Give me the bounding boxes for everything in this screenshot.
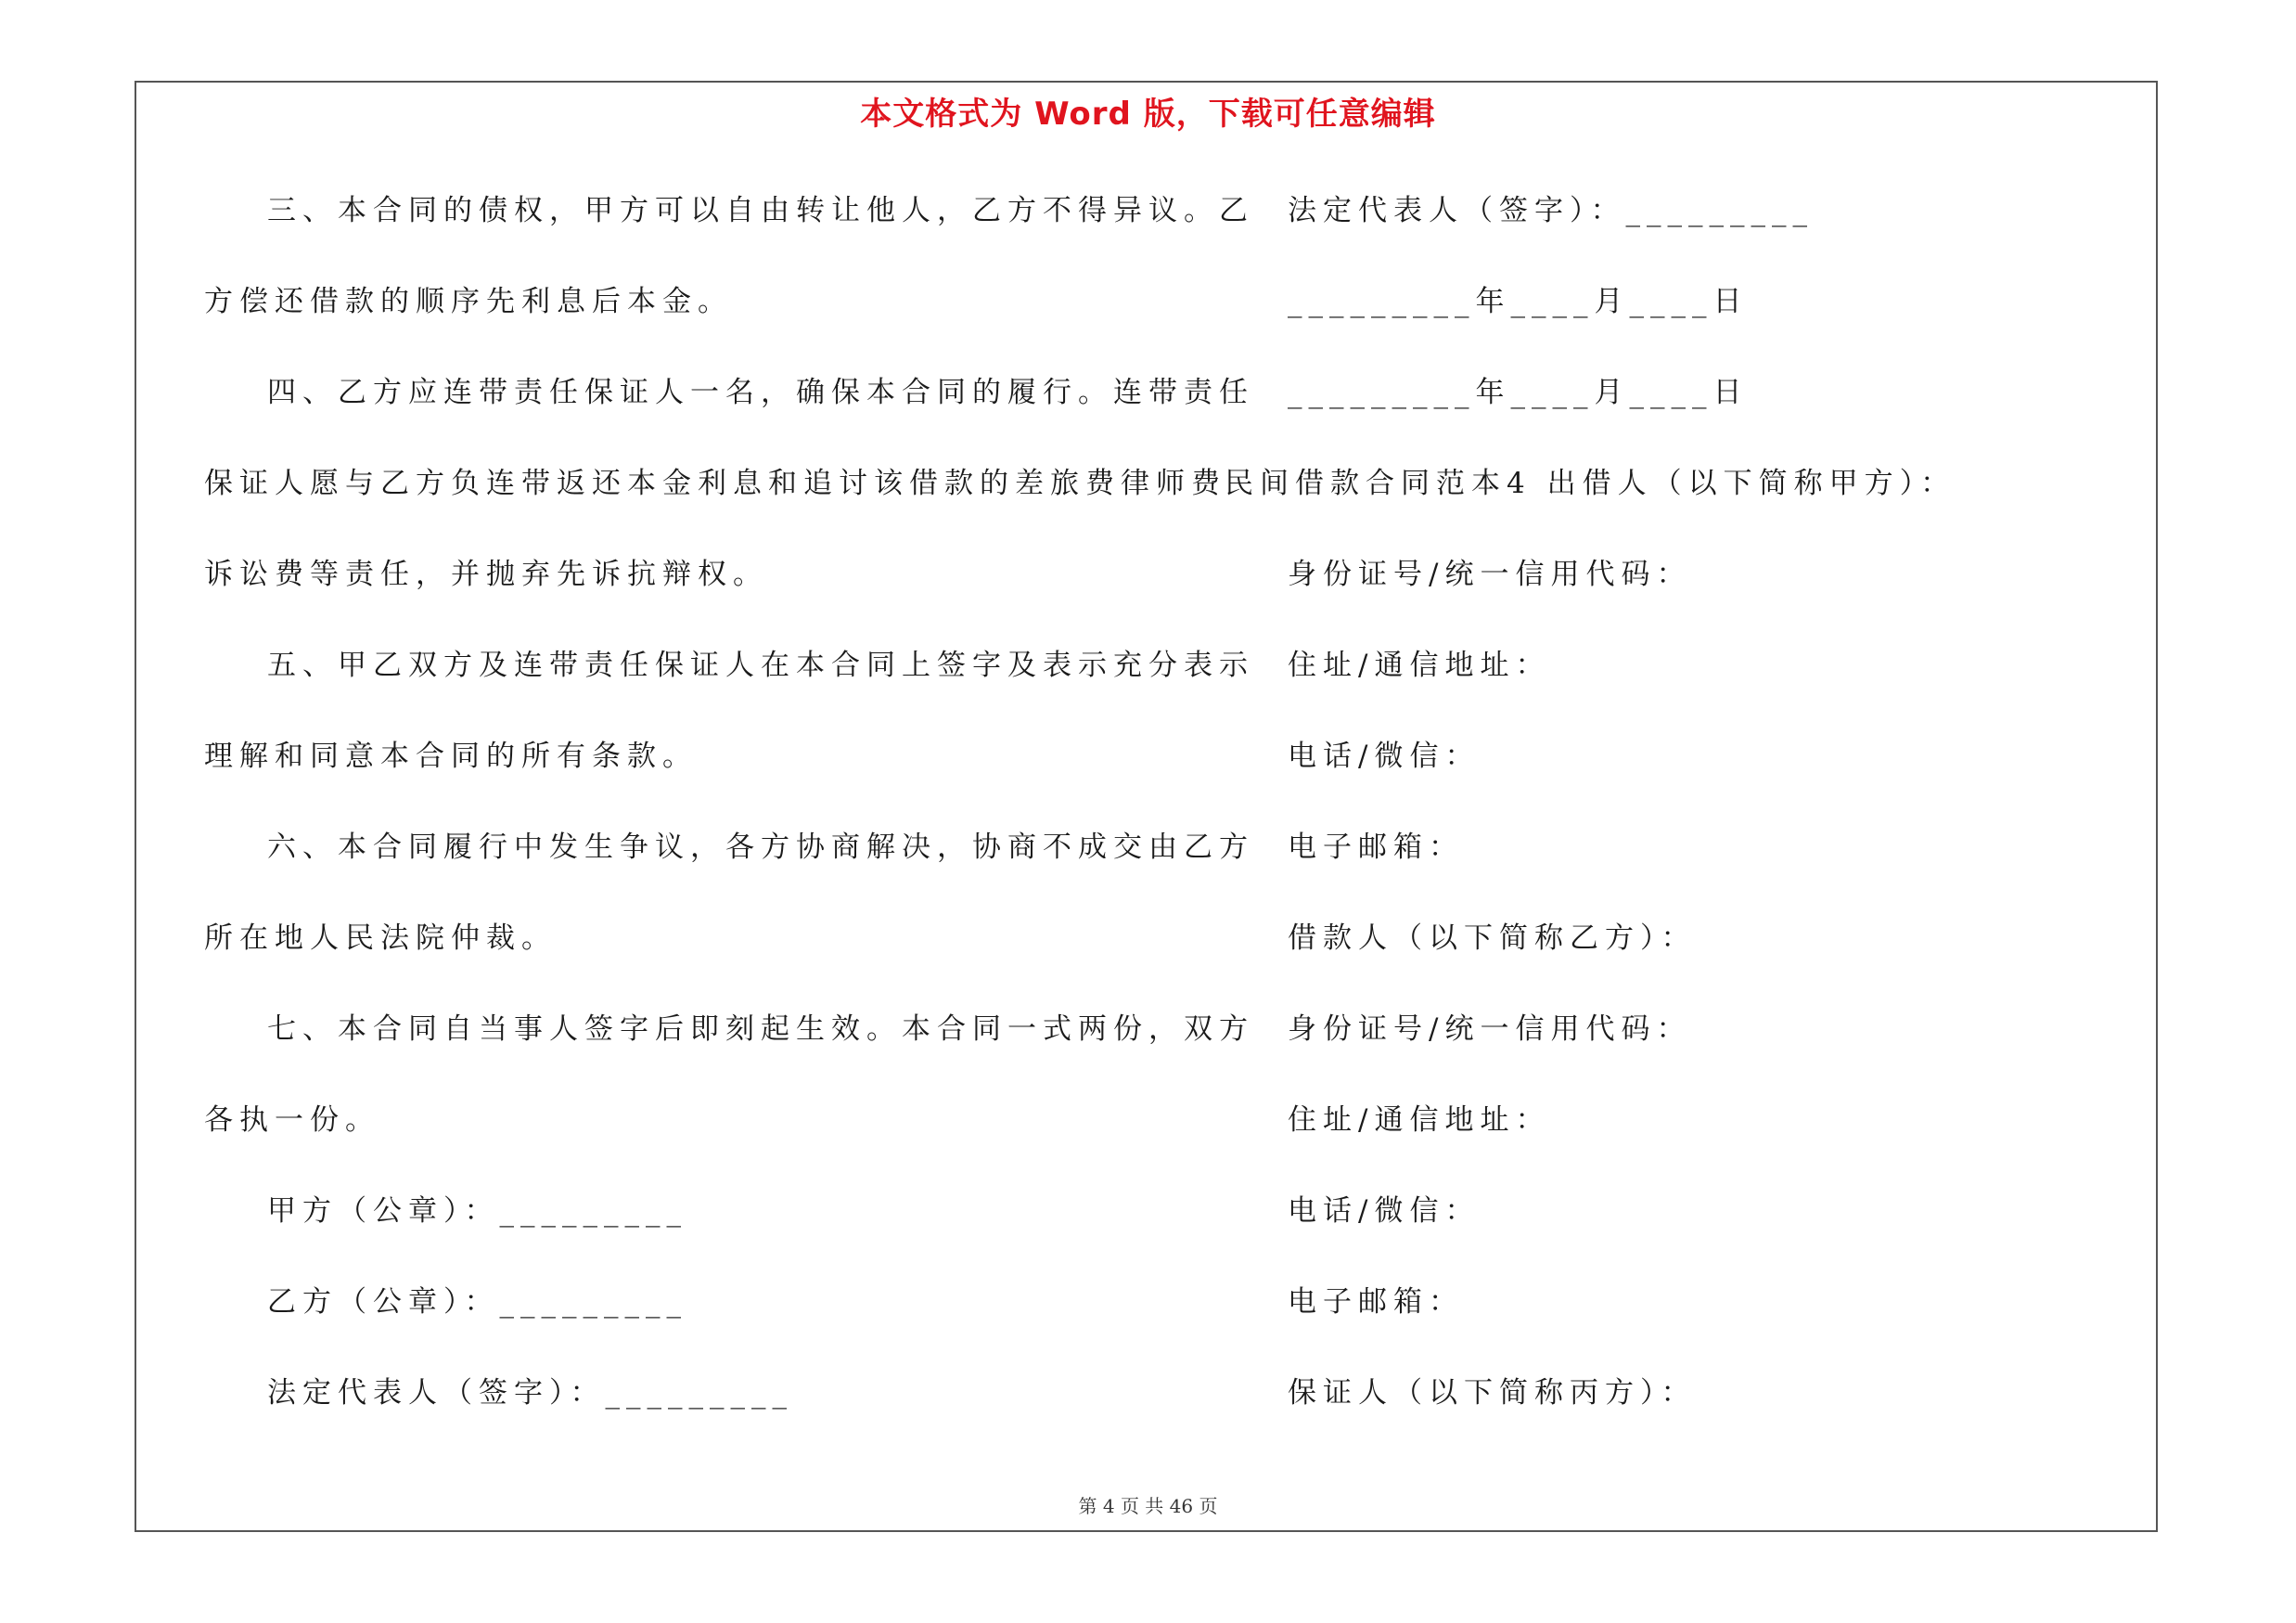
clause-4-line-2: 保证人愿与乙方负连带返还本金利息和追讨该借款的差旅费律师费: [204, 467, 1226, 500]
clause-5-line-2: 理解和同意本合同的所有条款。: [204, 740, 698, 773]
clause-6-line-1: 六、本合同履行中发生争议，各方协商解决，协商不成交由乙方: [267, 831, 1254, 864]
date-line: _________年____月____日: [1288, 376, 1749, 409]
legal-representative-signature-line: 法定代表人（签字）：_________: [1288, 194, 1814, 227]
lender-address-field: 住址/通信地址：: [1288, 649, 1551, 682]
lender-id-number-field: 身份证号/统一信用代码：: [1288, 558, 1692, 591]
borrower-address-field: 住址/通信地址：: [1288, 1103, 1551, 1137]
date-line: _________年____月____日: [1288, 285, 1749, 318]
clause-4-line-1: 四、乙方应连带责任保证人一名，确保本合同的履行。连带责任: [267, 376, 1254, 409]
legal-representative-signature-line: 法定代表人（签字）：_________: [267, 1376, 793, 1410]
clause-3-line-2: 方偿还借款的顺序先利息后本金。: [204, 285, 733, 318]
clause-3-line-1: 三、本合同的债权，甲方可以自由转让他人，乙方不得异议。乙: [267, 194, 1254, 227]
borrower-heading: 借款人（以下简称乙方）：: [1288, 921, 1697, 955]
lender-email-field: 电子邮箱：: [1288, 831, 1464, 864]
borrower-id-number-field: 身份证号/统一信用代码：: [1288, 1012, 1692, 1046]
guarantor-heading: 保证人（以下简称丙方）：: [1288, 1376, 1697, 1410]
party-a-seal-line: 甲方（公章）：_________: [267, 1194, 687, 1228]
clause-4-line-3: 诉讼费等责任，并抛弃先诉抗辩权。: [204, 558, 768, 591]
lender-phone-field: 电话/微信：: [1288, 740, 1481, 773]
clause-7-line-2: 各执一份。: [204, 1103, 380, 1137]
word-format-banner: 本文格式为 Word 版，下载可任意编辑: [860, 96, 1436, 133]
borrower-phone-field: 电话/微信：: [1288, 1194, 1481, 1228]
borrower-email-field: 电子邮箱：: [1288, 1285, 1464, 1319]
contract-template-4-heading: 民间借款合同范本4 出借人（以下简称甲方）：: [1225, 467, 1956, 500]
party-b-seal-line: 乙方（公章）：_________: [267, 1285, 687, 1319]
clause-7-line-1: 七、本合同自当事人签字后即刻起生效。本合同一式两份，双方: [267, 1012, 1254, 1046]
clause-5-line-1: 五、甲乙双方及连带责任保证人在本合同上签字及表示充分表示: [267, 649, 1254, 682]
clause-6-line-2: 所在地人民法院仲裁。: [204, 921, 557, 955]
page-number-footer: 第 4 页 共 46 页: [1078, 1495, 1218, 1517]
